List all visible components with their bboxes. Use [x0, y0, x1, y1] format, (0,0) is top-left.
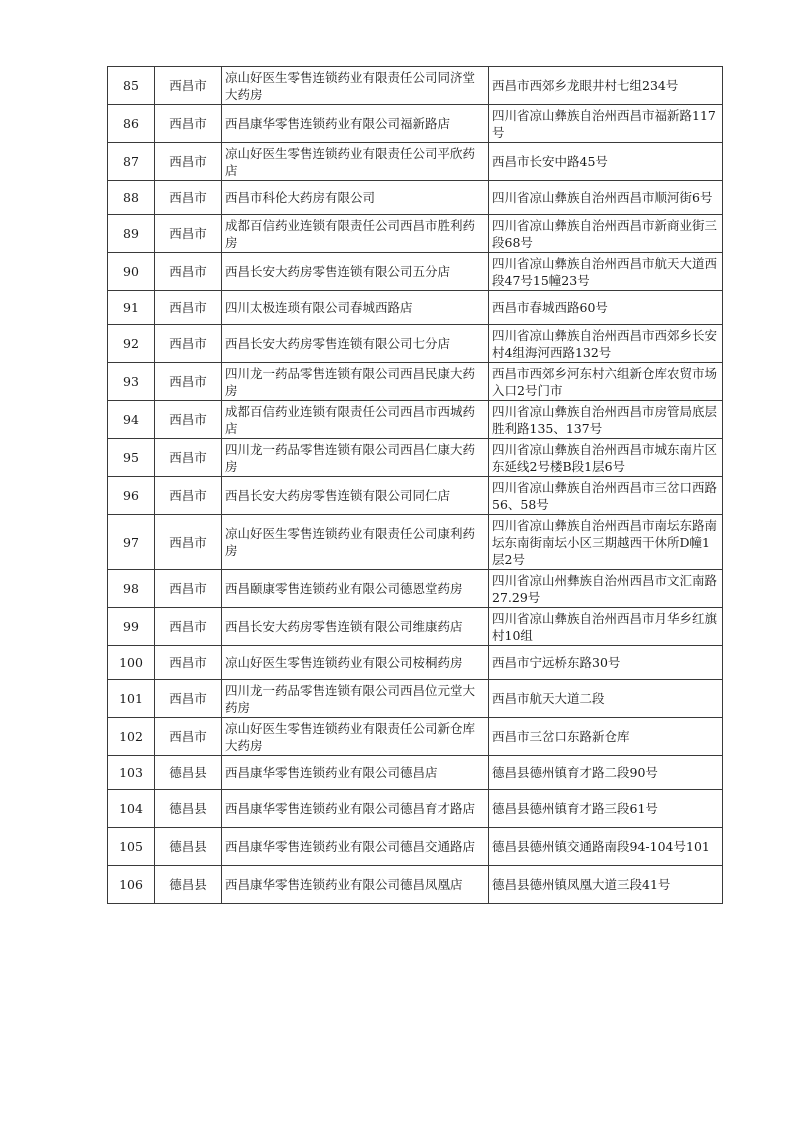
row-city: 德昌县 — [155, 790, 222, 828]
row-store-name: 西昌康华零售连锁药业有限公司德昌育才路店 — [222, 790, 489, 828]
row-address: 四川省凉山彝族自治州西昌市房管局底层胜利路135、137号 — [489, 401, 723, 439]
row-number: 93 — [108, 363, 155, 401]
row-number: 100 — [108, 646, 155, 680]
row-address: 四川省凉山彝族自治州西昌市福新路117号 — [489, 105, 723, 143]
row-address: 四川省凉山彝族自治州西昌市三岔口西路56、58号 — [489, 477, 723, 515]
row-address: 西昌市宁远桥东路30号 — [489, 646, 723, 680]
row-number: 102 — [108, 718, 155, 756]
row-address: 西昌市西郊乡河东村六组新仓库农贸市场入口2号门市 — [489, 363, 723, 401]
table-row — [108, 291, 723, 325]
row-number: 106 — [108, 866, 155, 904]
row-city: 西昌市 — [155, 215, 222, 253]
table-row — [108, 143, 723, 181]
table-row — [108, 253, 723, 291]
row-city: 西昌市 — [155, 401, 222, 439]
row-store-name: 西昌长安大药房零售连锁有限公司五分店 — [222, 253, 489, 291]
row-address: 德昌县德州镇凤凰大道三段41号 — [489, 866, 723, 904]
row-number: 105 — [108, 828, 155, 866]
row-number: 96 — [108, 477, 155, 515]
row-address: 四川省凉山彝族自治州西昌市新商业街三段68号 — [489, 215, 723, 253]
row-city: 西昌市 — [155, 253, 222, 291]
table-row — [108, 646, 723, 680]
row-city: 西昌市 — [155, 515, 222, 570]
row-store-name: 西昌康华零售连锁药业有限公司福新路店 — [222, 105, 489, 143]
row-address: 西昌市航天大道二段 — [489, 680, 723, 718]
table-row — [108, 608, 723, 646]
table-row — [108, 515, 723, 570]
row-number: 101 — [108, 680, 155, 718]
row-city: 西昌市 — [155, 325, 222, 363]
row-store-name: 凉山好医生零售连锁药业有限责任公司同济堂大药房 — [222, 67, 489, 105]
row-number: 104 — [108, 790, 155, 828]
row-number: 86 — [108, 105, 155, 143]
row-store-name: 西昌市科伦大药房有限公司 — [222, 181, 489, 215]
table-row — [108, 325, 723, 363]
table-row — [108, 477, 723, 515]
row-store-name: 西昌长安大药房零售连锁有限公司同仁店 — [222, 477, 489, 515]
row-address: 西昌市春城西路60号 — [489, 291, 723, 325]
row-address: 四川省凉山彝族自治州西昌市西郊乡长安村4组海河西路132号 — [489, 325, 723, 363]
row-number: 98 — [108, 570, 155, 608]
row-number: 87 — [108, 143, 155, 181]
row-store-name: 四川龙一药品零售连锁有限公司西昌民康大药房 — [222, 363, 489, 401]
row-address: 西昌市西郊乡龙眼井村七组234号 — [489, 67, 723, 105]
row-number: 95 — [108, 439, 155, 477]
table-row — [108, 401, 723, 439]
row-store-name: 成都百信药业连锁有限责任公司西昌市西城药店 — [222, 401, 489, 439]
row-city: 德昌县 — [155, 828, 222, 866]
row-city: 德昌县 — [155, 756, 222, 790]
table-row — [108, 105, 723, 143]
row-city: 西昌市 — [155, 570, 222, 608]
row-address: 西昌市长安中路45号 — [489, 143, 723, 181]
row-store-name: 凉山好医生零售连锁药业有限责任公司新仓库大药房 — [222, 718, 489, 756]
row-number: 91 — [108, 291, 155, 325]
row-city: 西昌市 — [155, 439, 222, 477]
row-number: 94 — [108, 401, 155, 439]
row-address: 四川省凉山彝族自治州西昌市航天大道西段47号15幢23号 — [489, 253, 723, 291]
row-store-name: 四川太极连琐有限公司春城西路店 — [222, 291, 489, 325]
row-store-name: 凉山好医生零售连锁药业有限公司桉桐药房 — [222, 646, 489, 680]
row-number: 89 — [108, 215, 155, 253]
row-number: 85 — [108, 67, 155, 105]
row-address: 四川省凉山彝族自治州西昌市南坛东路南坛东南街南坛小区三期越西干休所D幢1层2号 — [489, 515, 723, 570]
row-store-name: 西昌康华零售连锁药业有限公司德昌凤凰店 — [222, 866, 489, 904]
row-address: 四川省凉山州彝族自治州西昌市文汇南路27.29号 — [489, 570, 723, 608]
table-row — [108, 215, 723, 253]
row-store-name: 西昌长安大药房零售连锁有限公司七分店 — [222, 325, 489, 363]
table-row — [108, 181, 723, 215]
row-number: 99 — [108, 608, 155, 646]
table-row — [108, 67, 723, 105]
table-row — [108, 718, 723, 756]
row-store-name: 凉山好医生零售连锁药业有限责任公司平欣药店 — [222, 143, 489, 181]
row-address: 德昌县德州镇交通路南段94-104号101 — [489, 828, 723, 866]
row-address: 西昌市三岔口东路新仓库 — [489, 718, 723, 756]
row-address: 四川省凉山彝族自治州西昌市月华乡红旗村10组 — [489, 608, 723, 646]
table-row — [108, 570, 723, 608]
row-address: 德昌县德州镇育才路三段61号 — [489, 790, 723, 828]
row-address: 德昌县德州镇育才路二段90号 — [489, 756, 723, 790]
row-number: 92 — [108, 325, 155, 363]
table-row — [108, 756, 723, 790]
row-city: 西昌市 — [155, 291, 222, 325]
row-city: 西昌市 — [155, 646, 222, 680]
row-city: 德昌县 — [155, 866, 222, 904]
row-store-name: 西昌颐康零售连锁药业有限公司德恩堂药房 — [222, 570, 489, 608]
row-city: 西昌市 — [155, 477, 222, 515]
row-store-name: 四川龙一药品零售连锁有限公司西昌仁康大药房 — [222, 439, 489, 477]
table-row — [108, 866, 723, 904]
row-city: 西昌市 — [155, 608, 222, 646]
row-store-name: 西昌康华零售连锁药业有限公司德昌交通路店 — [222, 828, 489, 866]
table-body — [108, 67, 723, 904]
row-store-name: 西昌康华零售连锁药业有限公司德昌店 — [222, 756, 489, 790]
row-store-name: 西昌长安大药房零售连锁有限公司维康药店 — [222, 608, 489, 646]
table-row — [108, 363, 723, 401]
row-city: 西昌市 — [155, 67, 222, 105]
row-number: 88 — [108, 181, 155, 215]
row-store-name: 成都百信药业连锁有限责任公司西昌市胜利药房 — [222, 215, 489, 253]
table-row — [108, 439, 723, 477]
row-store-name: 凉山好医生零售连锁药业有限责任公司康利药房 — [222, 515, 489, 570]
row-city: 西昌市 — [155, 718, 222, 756]
table-row — [108, 790, 723, 828]
table-row — [108, 828, 723, 866]
row-number: 90 — [108, 253, 155, 291]
row-city: 西昌市 — [155, 680, 222, 718]
table-row — [108, 680, 723, 718]
row-store-name: 四川龙一药品零售连锁有限公司西昌位元堂大药房 — [222, 680, 489, 718]
row-city: 西昌市 — [155, 181, 222, 215]
row-city: 西昌市 — [155, 143, 222, 181]
row-city: 西昌市 — [155, 105, 222, 143]
row-number: 97 — [108, 515, 155, 570]
row-address: 四川省凉山彝族自治州西昌市城东南片区东延线2号楼B段1层6号 — [489, 439, 723, 477]
row-address: 四川省凉山彝族自治州西昌市顺河街6号 — [489, 181, 723, 215]
row-number: 103 — [108, 756, 155, 790]
pharmacy-list-table — [107, 66, 723, 904]
row-city: 西昌市 — [155, 363, 222, 401]
